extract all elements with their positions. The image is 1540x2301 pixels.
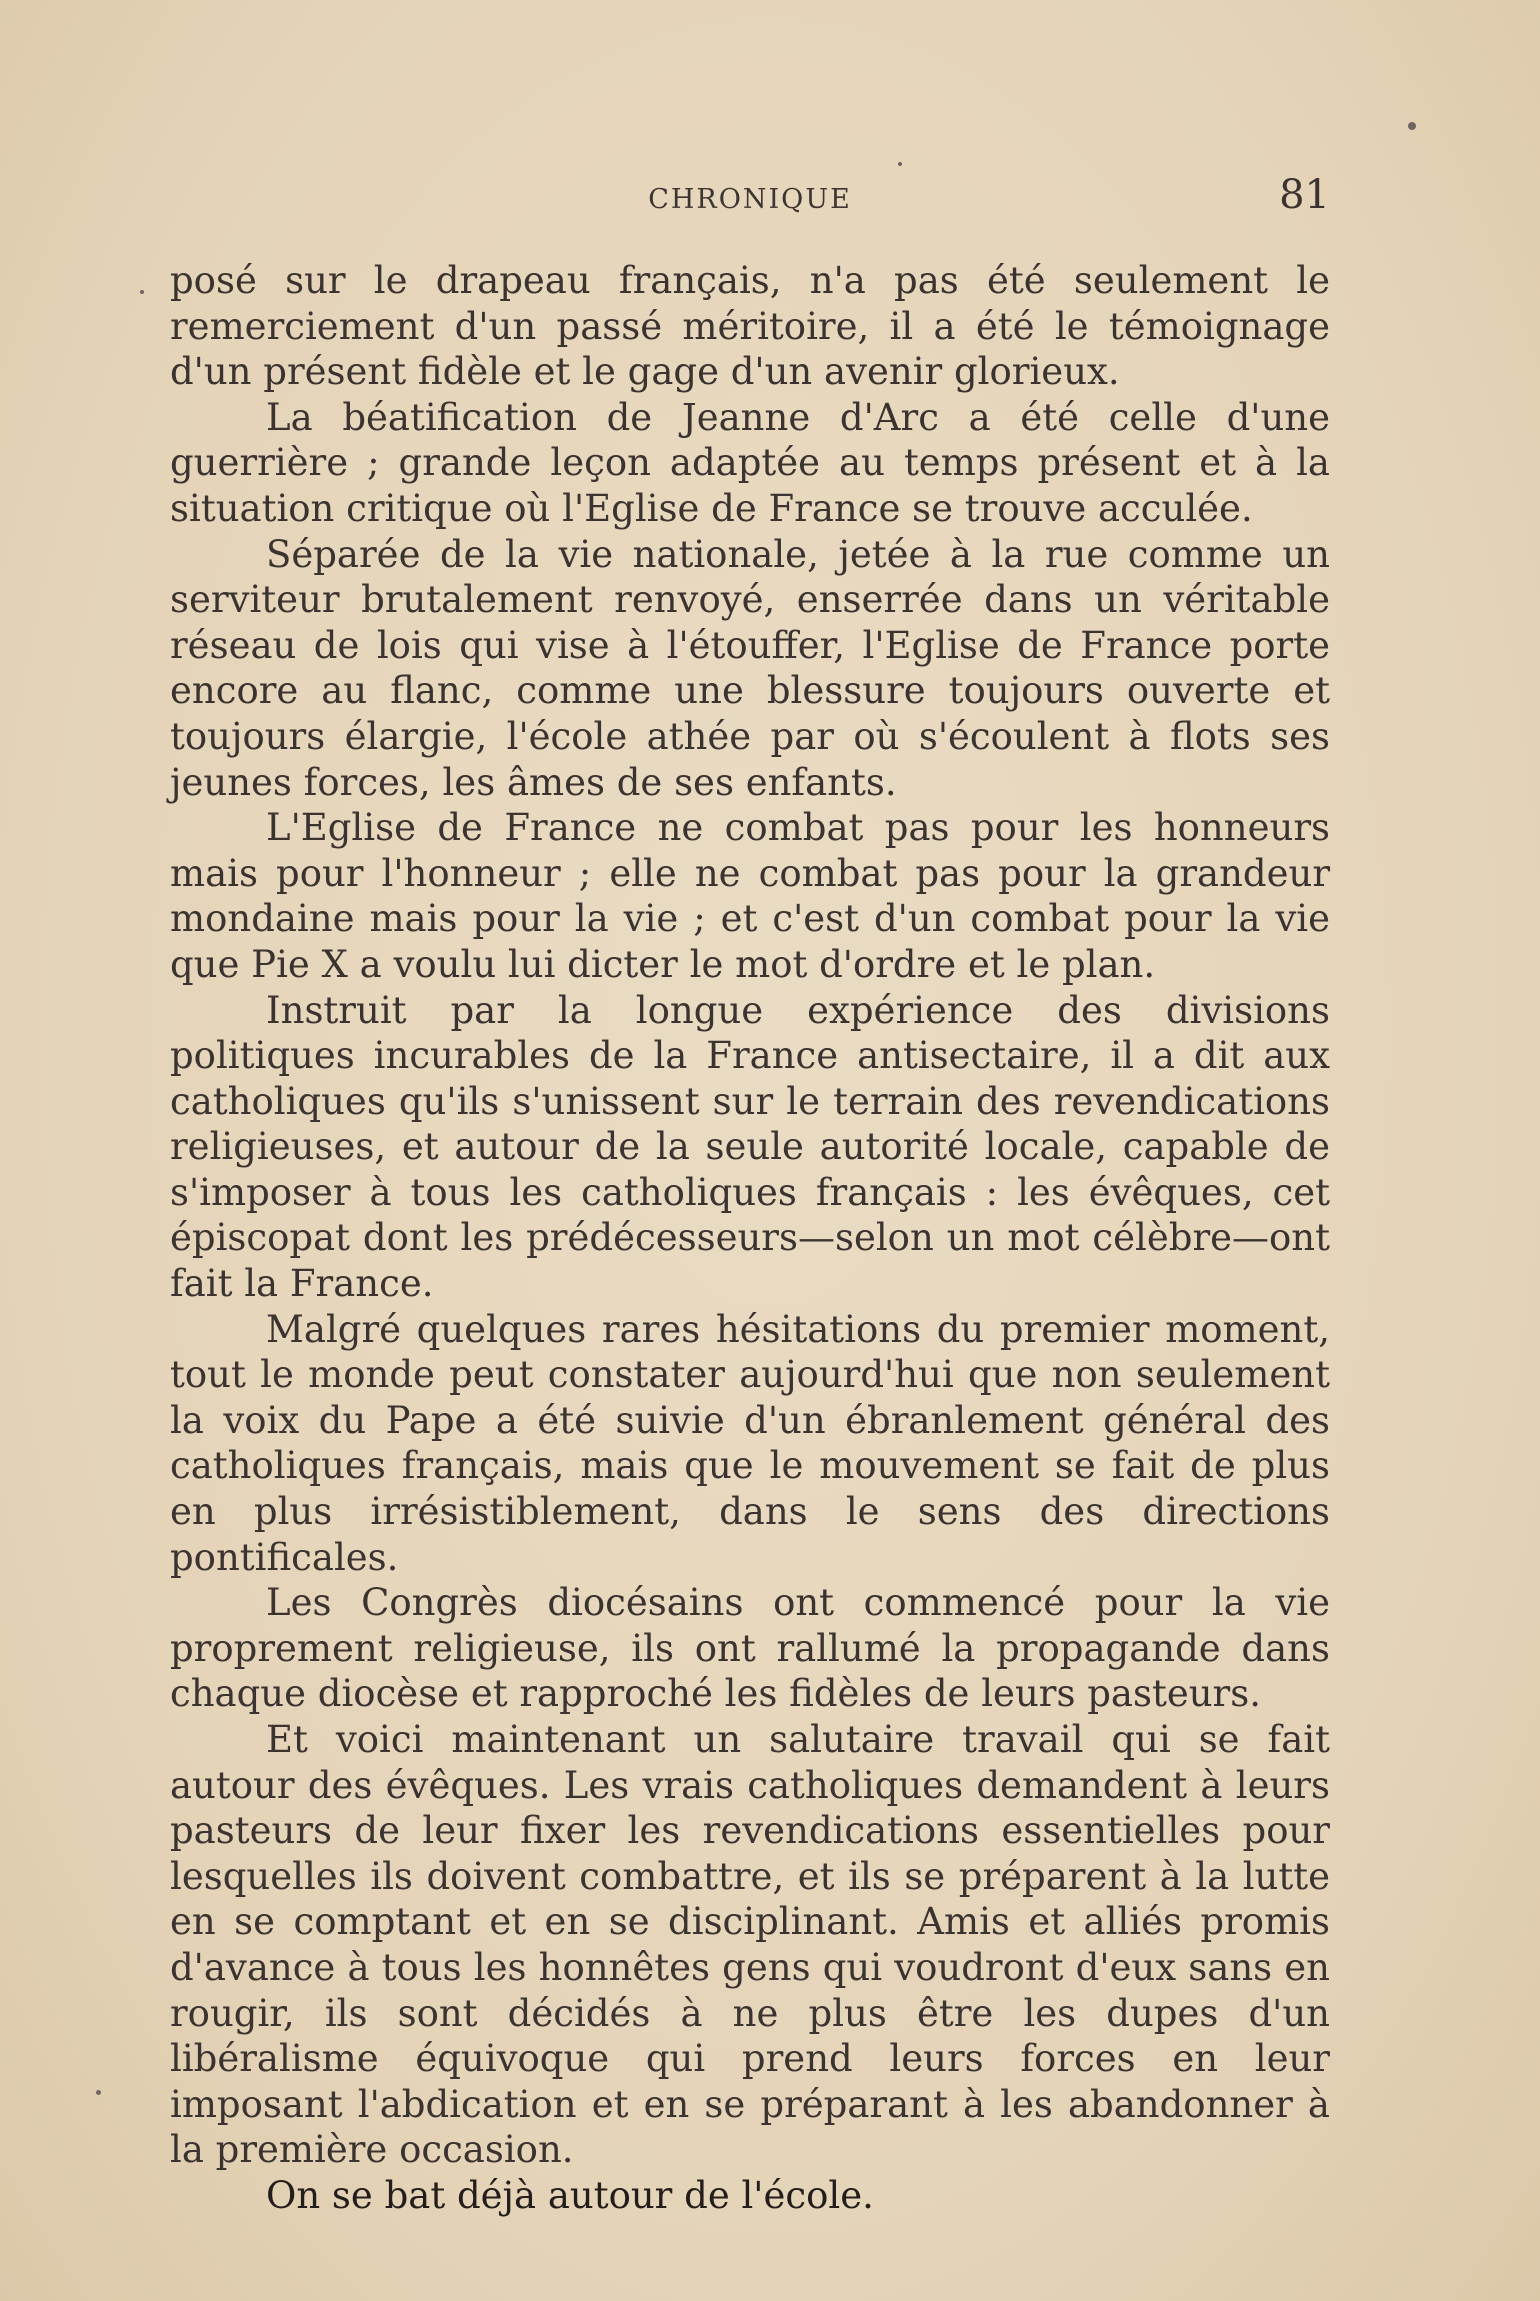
text-body <box>170 258 1330 2219</box>
paragraph: Malgré quelques rares hésitations du premier moment, tout le monde peut constater aujourd'hui que non seulement la voix du Pape a été suivie d'un ébranlement général des catholiques français, mais que le mouvement se fait de plus en plus irrésistiblement, dans le sens des directions pontificales. <box>170 1307 1330 1579</box>
paragraph: Les Congrès diocésains ont commencé pour la vie proprement religieuse, ils ont rallumé la propagande dans chaque diocèse et rapproché les fidèles de leurs pasteurs. <box>170 1581 1330 1716</box>
page-number: 81 <box>1279 172 1330 218</box>
ink-speck <box>1408 122 1416 130</box>
closing-line: On se bat déjà autour de l'école. <box>266 2173 874 2217</box>
page-header <box>170 172 1330 222</box>
running-title: CHRONIQUE <box>648 184 852 215</box>
ink-speck <box>898 162 902 166</box>
paragraph: Séparée de la vie nationale, jetée à la rue comme un serviteur brutalement renvoyé, enserrée dans un véritable réseau de lois qui vise à l'étouffer, l'Eglise de France porte encore au flanc, comme une blessure toujours ouverte et toujours élargie, l'école athée par où s'écoulent à flots ses jeunes forces, les âmes de ses enfants. <box>170 532 1330 804</box>
paragraph: L'Eglise de France ne combat pas pour les honneurs mais pour l'honneur ; elle ne combat pas pour la grandeur mondaine mais pour la vie ; et c'est d'un combat pour la vie que Pie X a voulu lui dicter le mot d'ordre et le plan. <box>170 806 1330 986</box>
ink-speck <box>96 2090 101 2095</box>
paragraph: posé sur le drapeau français, n'a pas été seulement le remerciement d'un passé méritoire, il a été le témoignage d'un présent fidèle et le gage d'un avenir glorieux. <box>170 259 1330 394</box>
paragraph: La béatification de Jeanne d'Arc a été celle d'une guerrière ; grande leçon adaptée au temps présent et à la situation critique où l'Eglise de France se trouve acculée. <box>170 395 1330 530</box>
paragraph: Et voici maintenant un salutaire travail qui se fait autour des évêques. Les vrais catholiques demandent à leurs pasteurs de leur fixer les revendications essentielles pour lesquelles ils doivent combattre, et ils se préparent à la lutte en se comptant et en se disciplinant. Amis et alliés promis d'avance à tous les honnêtes gens qui voudront d'eux sans en rougir, ils sont décidés à ne plus être les dupes d'un libéralisme équivoque qui prend leurs forces en leur imposant l'abdication et en se préparant à les abandonner à la première occasion. <box>170 1718 1330 2172</box>
paragraph: Instruit par la longue expérience des divisions politiques incurables de la France antisectaire, il a dit aux catholiques qu'ils s'unissent sur le terrain des revendications religieuses, et autour de la seule autorité locale, capable de s'imposer à tous les catholiques français : les évêques, cet épiscopat dont les prédécesseurs—selon un mot célèbre—ont fait la France. <box>170 988 1330 1306</box>
ink-speck <box>140 290 144 294</box>
